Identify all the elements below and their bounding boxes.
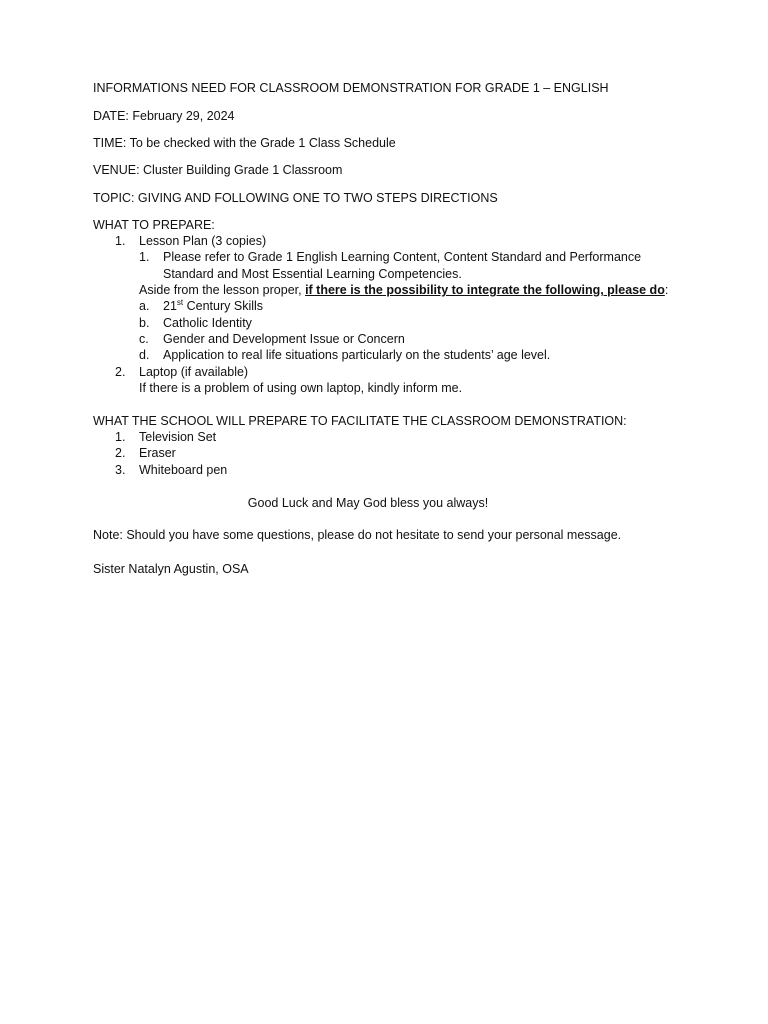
date-line: DATE: February 29, 2024 xyxy=(93,109,235,123)
list-item-number: 3. xyxy=(115,463,126,477)
signature-line: Sister Natalyn Agustin, OSA xyxy=(93,562,249,576)
topic-line: TOPIC: GIVING AND FOLLOWING ONE TO TWO STEPS DIRECTIONS xyxy=(93,191,498,205)
list-item-note: If there is a problem of using own laptop, kindly inform me. xyxy=(139,381,463,395)
time-line: TIME: To be checked with the Grade 1 Class Schedule xyxy=(93,136,396,150)
list-item-number: 2. xyxy=(115,446,126,460)
sublist-item-text-line1: Please refer to Grade 1 English Learning Content, Content Standard and Performance xyxy=(163,250,642,264)
document-title: INFORMATIONS NEED FOR CLASSROOM DEMONSTRATION FOR GRADE 1 – ENGLISH xyxy=(93,81,609,95)
list-item-label: Television Set xyxy=(139,430,217,444)
note-line: Note: Should you have some questions, please do not hesitate to send your personal message. xyxy=(93,528,622,542)
letter-item-rest: Century Skills xyxy=(183,299,264,313)
letter-item-text xyxy=(163,298,263,314)
blessing-line: Good Luck and May God bless you always! xyxy=(247,496,489,510)
prepare-heading: WHAT TO PREPARE: xyxy=(93,218,215,232)
letter-item-number-text: 21 xyxy=(163,299,177,313)
sublist-item-text-line2: Standard and Most Essential Learning Competencies. xyxy=(163,267,462,281)
aside-suffix: : xyxy=(664,283,669,297)
venue-line: VENUE: Cluster Building Grade 1 Classroom xyxy=(93,163,343,177)
school-heading: WHAT THE SCHOOL WILL PREPARE TO FACILITATE THE CLASSROOM DEMONSTRATION: xyxy=(93,414,627,428)
letter-item-marker: a. xyxy=(139,299,150,313)
letter-item-marker: d. xyxy=(139,348,150,362)
list-item-label: Eraser xyxy=(139,446,176,460)
letter-item-marker: c. xyxy=(139,332,149,346)
ordinal-superscript: st xyxy=(176,297,184,307)
list-item-number: 2. xyxy=(115,365,126,379)
list-item-label: Whiteboard pen xyxy=(139,463,228,477)
letter-item-text: Catholic Identity xyxy=(163,316,252,330)
list-item-label: Lesson Plan (3 copies) xyxy=(139,234,267,248)
sublist-item-number: 1. xyxy=(139,250,150,264)
aside-prefix: Aside from the lesson proper, xyxy=(139,283,306,297)
letter-item-text: Application to real life situations particularly on the students’ age level. xyxy=(163,348,551,362)
letter-item-text: Gender and Development Issue or Concern xyxy=(163,332,405,346)
list-item-number: 1. xyxy=(115,430,126,444)
list-item-number: 1. xyxy=(115,234,126,248)
aside-emphasis: if there is the possibility to integrate the following, please do xyxy=(305,283,665,297)
list-item-label: Laptop (if available) xyxy=(139,365,249,379)
aside-paragraph xyxy=(139,282,668,298)
letter-item-marker: b. xyxy=(139,316,150,330)
